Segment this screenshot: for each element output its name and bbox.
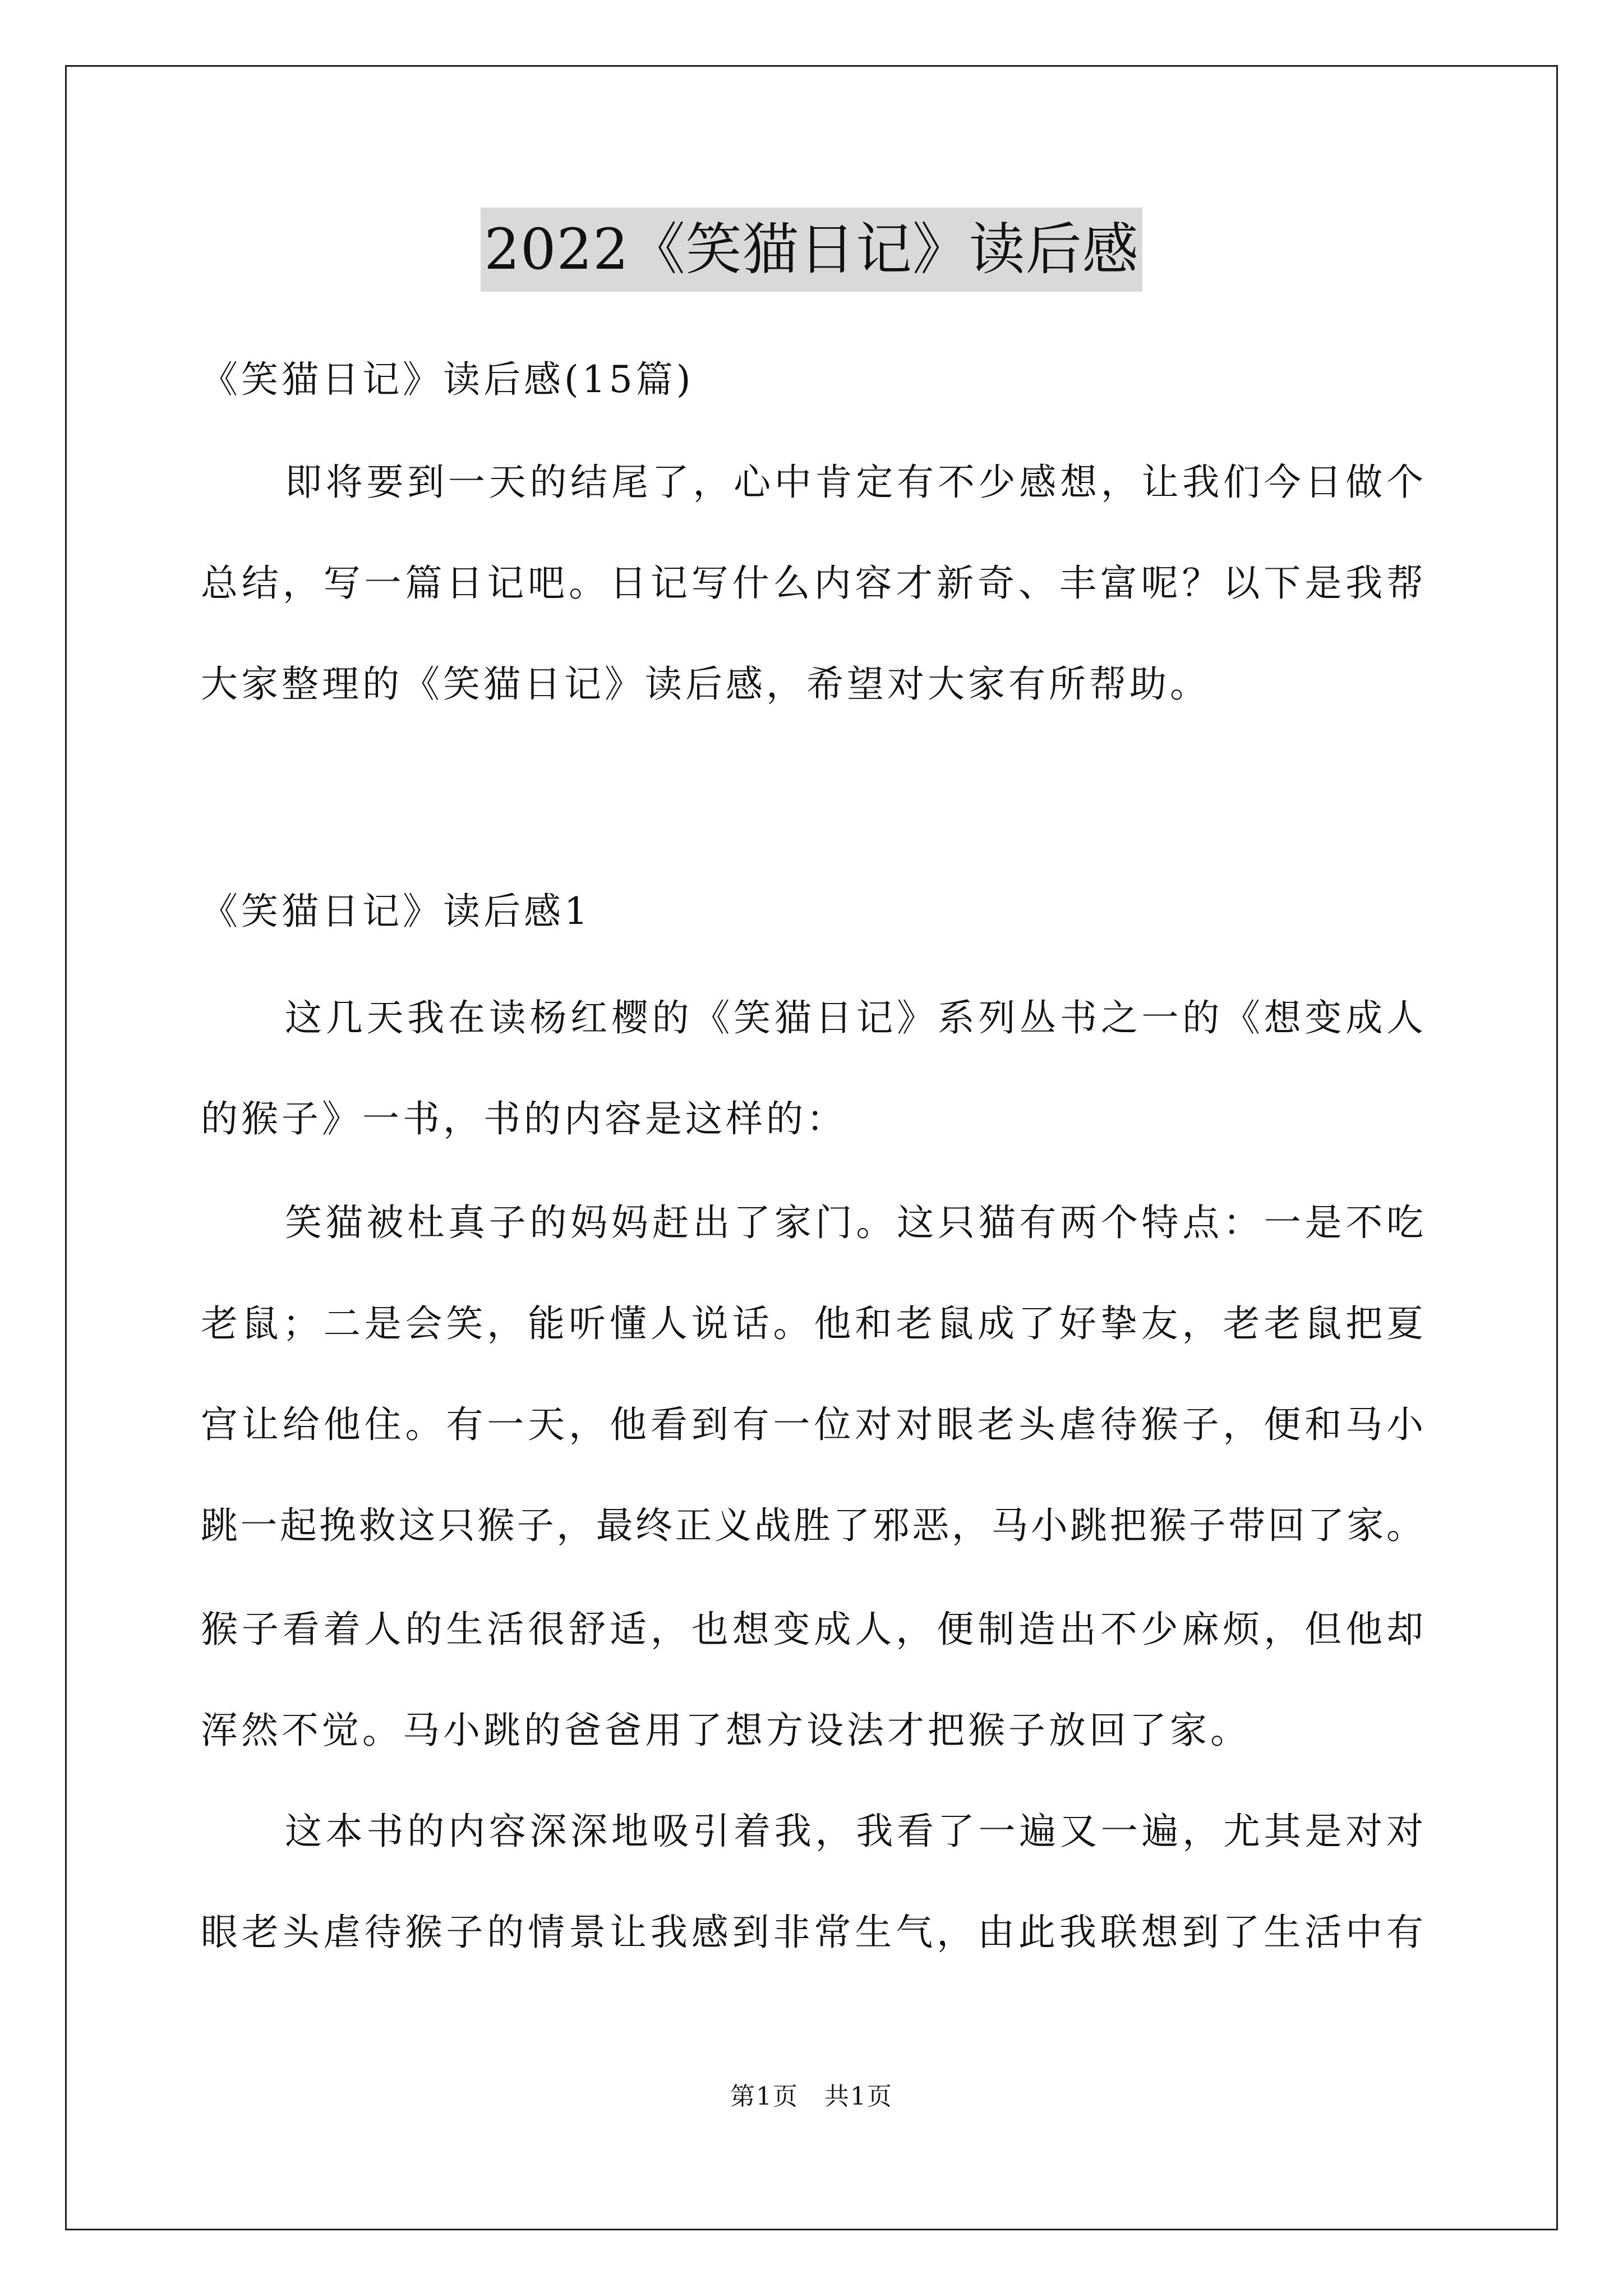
text-line: 眼老头虐待猴子的情景让我感到非常生气，由此我联想到了生活中有 [201,1911,1423,1954]
text-line: 猴子看着人的生活很舒适，也想变成人，便制造出不少麻烦，但他却 [201,1608,1423,1651]
text-line: 总结，写一篇日记吧。日记写什么内容才新奇、丰富呢？以下是我帮 [201,562,1423,605]
text-line: 跳一起挽救这只猴子，最终正义战胜了邪恶，马小跳把猴子带回了家。 [201,1504,1423,1547]
text-line: 浑然不觉。马小跳的爸爸用了想方设法才把猴子放回了家。 [201,1709,1251,1752]
text-line: 笑猫被杜真子的妈妈赶出了家门。这只猫有两个特点：一是不吃 [285,1201,1423,1244]
subtitle-line: 《笑猫日记》读后感(15篇) [201,358,694,401]
page-number-footer: 第1页 共1页 [730,2082,893,2111]
text-line: 这本书的内容深深地吸引着我，我看了一遍又一遍，尤其是对对 [285,1810,1423,1853]
text-line: 老鼠；二是会笑，能听懂人说话。他和老鼠成了好挚友，老老鼠把夏 [201,1302,1423,1345]
text-line: 的猴子》一书，书的内容是这样的： [201,1097,847,1140]
section-heading: 《笑猫日记》读后感1 [201,890,591,933]
title-container [0,208,1623,292]
text-line: 大家整理的《笑猫日记》读后感，希望对大家有所帮助。 [201,662,1210,706]
text-line: 宫让给他住。有一天，他看到有一位对对眼老头虐待猴子，便和马小 [201,1403,1423,1446]
text-line: 这几天我在读杨红樱的《笑猫日记》系列丛书之一的《想变成人 [285,996,1423,1039]
text-line: 即将要到一天的结尾了，心中肯定有不少感想，让我们今日做个 [285,461,1423,504]
document-title: 2022《笑猫日记》读后感 [481,208,1142,292]
